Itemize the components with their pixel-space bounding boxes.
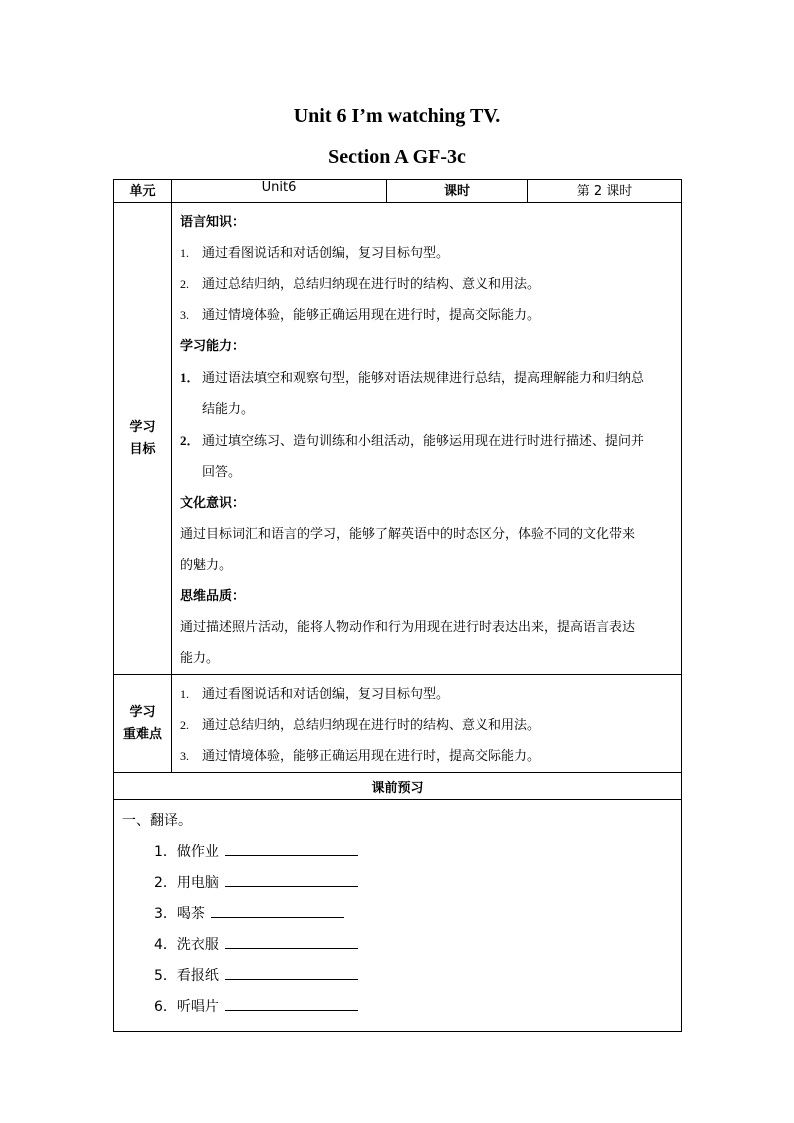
preview-section-title: 课前预习 xyxy=(114,773,682,800)
list-item-continued: 结能力。 xyxy=(202,402,255,417)
objectives-content xyxy=(172,203,682,675)
list-item: 2. 通过总结归纳，总结归纳现在进行时的结构、意义和用法。 xyxy=(180,718,541,733)
document-subtitle: Section A GF-3c xyxy=(328,146,466,168)
preview-content xyxy=(114,800,682,1032)
list-item: 3. 通过情境体验，能够正确运用现在进行时，提高交际能力。 xyxy=(180,749,541,764)
list-item: 1. 通过看图说话和对话创编，复习目标句型。 xyxy=(180,246,450,261)
key-points-label: 学习 重难点 xyxy=(114,675,172,773)
answer-blank[interactable] xyxy=(225,934,358,949)
translation-item: 2．用电脑 xyxy=(122,868,673,899)
paragraph-line: 通过描述照片活动，能将人物动作和行为用现在进行时表达出来，提高语言表达 xyxy=(180,620,636,635)
preview-row xyxy=(114,800,682,1032)
translation-item: 1．做作业 xyxy=(122,837,673,868)
objectives-row xyxy=(114,203,682,675)
cultural-awareness-heading: 文化意识： xyxy=(180,496,246,511)
answer-blank[interactable] xyxy=(225,841,358,856)
answer-blank[interactable] xyxy=(225,965,358,980)
key-points-row xyxy=(114,675,682,773)
translation-item: 4．洗衣服 xyxy=(122,930,673,961)
learning-ability-heading: 学习能力： xyxy=(180,339,246,354)
thinking-quality-heading: 思维品质： xyxy=(180,589,246,604)
period-value: 第 2 课时 xyxy=(528,180,682,203)
preview-header-row xyxy=(114,773,682,800)
list-item: 2． 通过填空练习、造句训练和小组活动，能够运用现在进行时进行描述、提问并 xyxy=(180,433,645,449)
paragraph-line: 通过目标词汇和语言的学习，能够了解英语中的时态区分，体验不同的文化带来 xyxy=(180,527,636,542)
key-points-content xyxy=(172,675,682,773)
translation-item: 3．喝茶 xyxy=(122,899,673,930)
list-item: 2. 通过总结归纳，总结归纳现在进行时的结构、意义和用法。 xyxy=(180,277,541,292)
list-item: 1． 通过语法填空和观察句型，能够对语法规律进行总结，提高理解能力和归纳总 xyxy=(180,370,645,386)
paragraph-line: 的魅力。 xyxy=(180,558,233,573)
translation-item: 5．看报纸 xyxy=(122,961,673,992)
document-title: Unit 6 I’m watching TV. xyxy=(293,105,501,127)
objectives-label: 学习 目标 xyxy=(114,203,172,675)
language-knowledge-heading: 语言知识： xyxy=(180,215,246,230)
translation-item: 6．听唱片 xyxy=(122,992,673,1023)
answer-blank[interactable] xyxy=(225,872,358,887)
unit-label: 单元 xyxy=(114,180,172,203)
paragraph-line: 能力。 xyxy=(180,651,220,666)
header-row xyxy=(114,180,682,203)
answer-blank[interactable] xyxy=(225,996,358,1011)
list-item: 3. 通过情境体验，能够正确运用现在进行时，提高交际能力。 xyxy=(180,308,541,323)
lesson-plan-table xyxy=(113,179,682,1032)
list-item: 1. 通过看图说话和对话创编，复习目标句型。 xyxy=(180,687,450,702)
period-label: 课时 xyxy=(387,180,528,203)
unit-value: Unit6 xyxy=(172,180,387,203)
answer-blank[interactable] xyxy=(211,903,344,918)
list-item-continued: 回答。 xyxy=(202,465,242,480)
exercise-title: 一、翻译。 xyxy=(122,813,192,829)
